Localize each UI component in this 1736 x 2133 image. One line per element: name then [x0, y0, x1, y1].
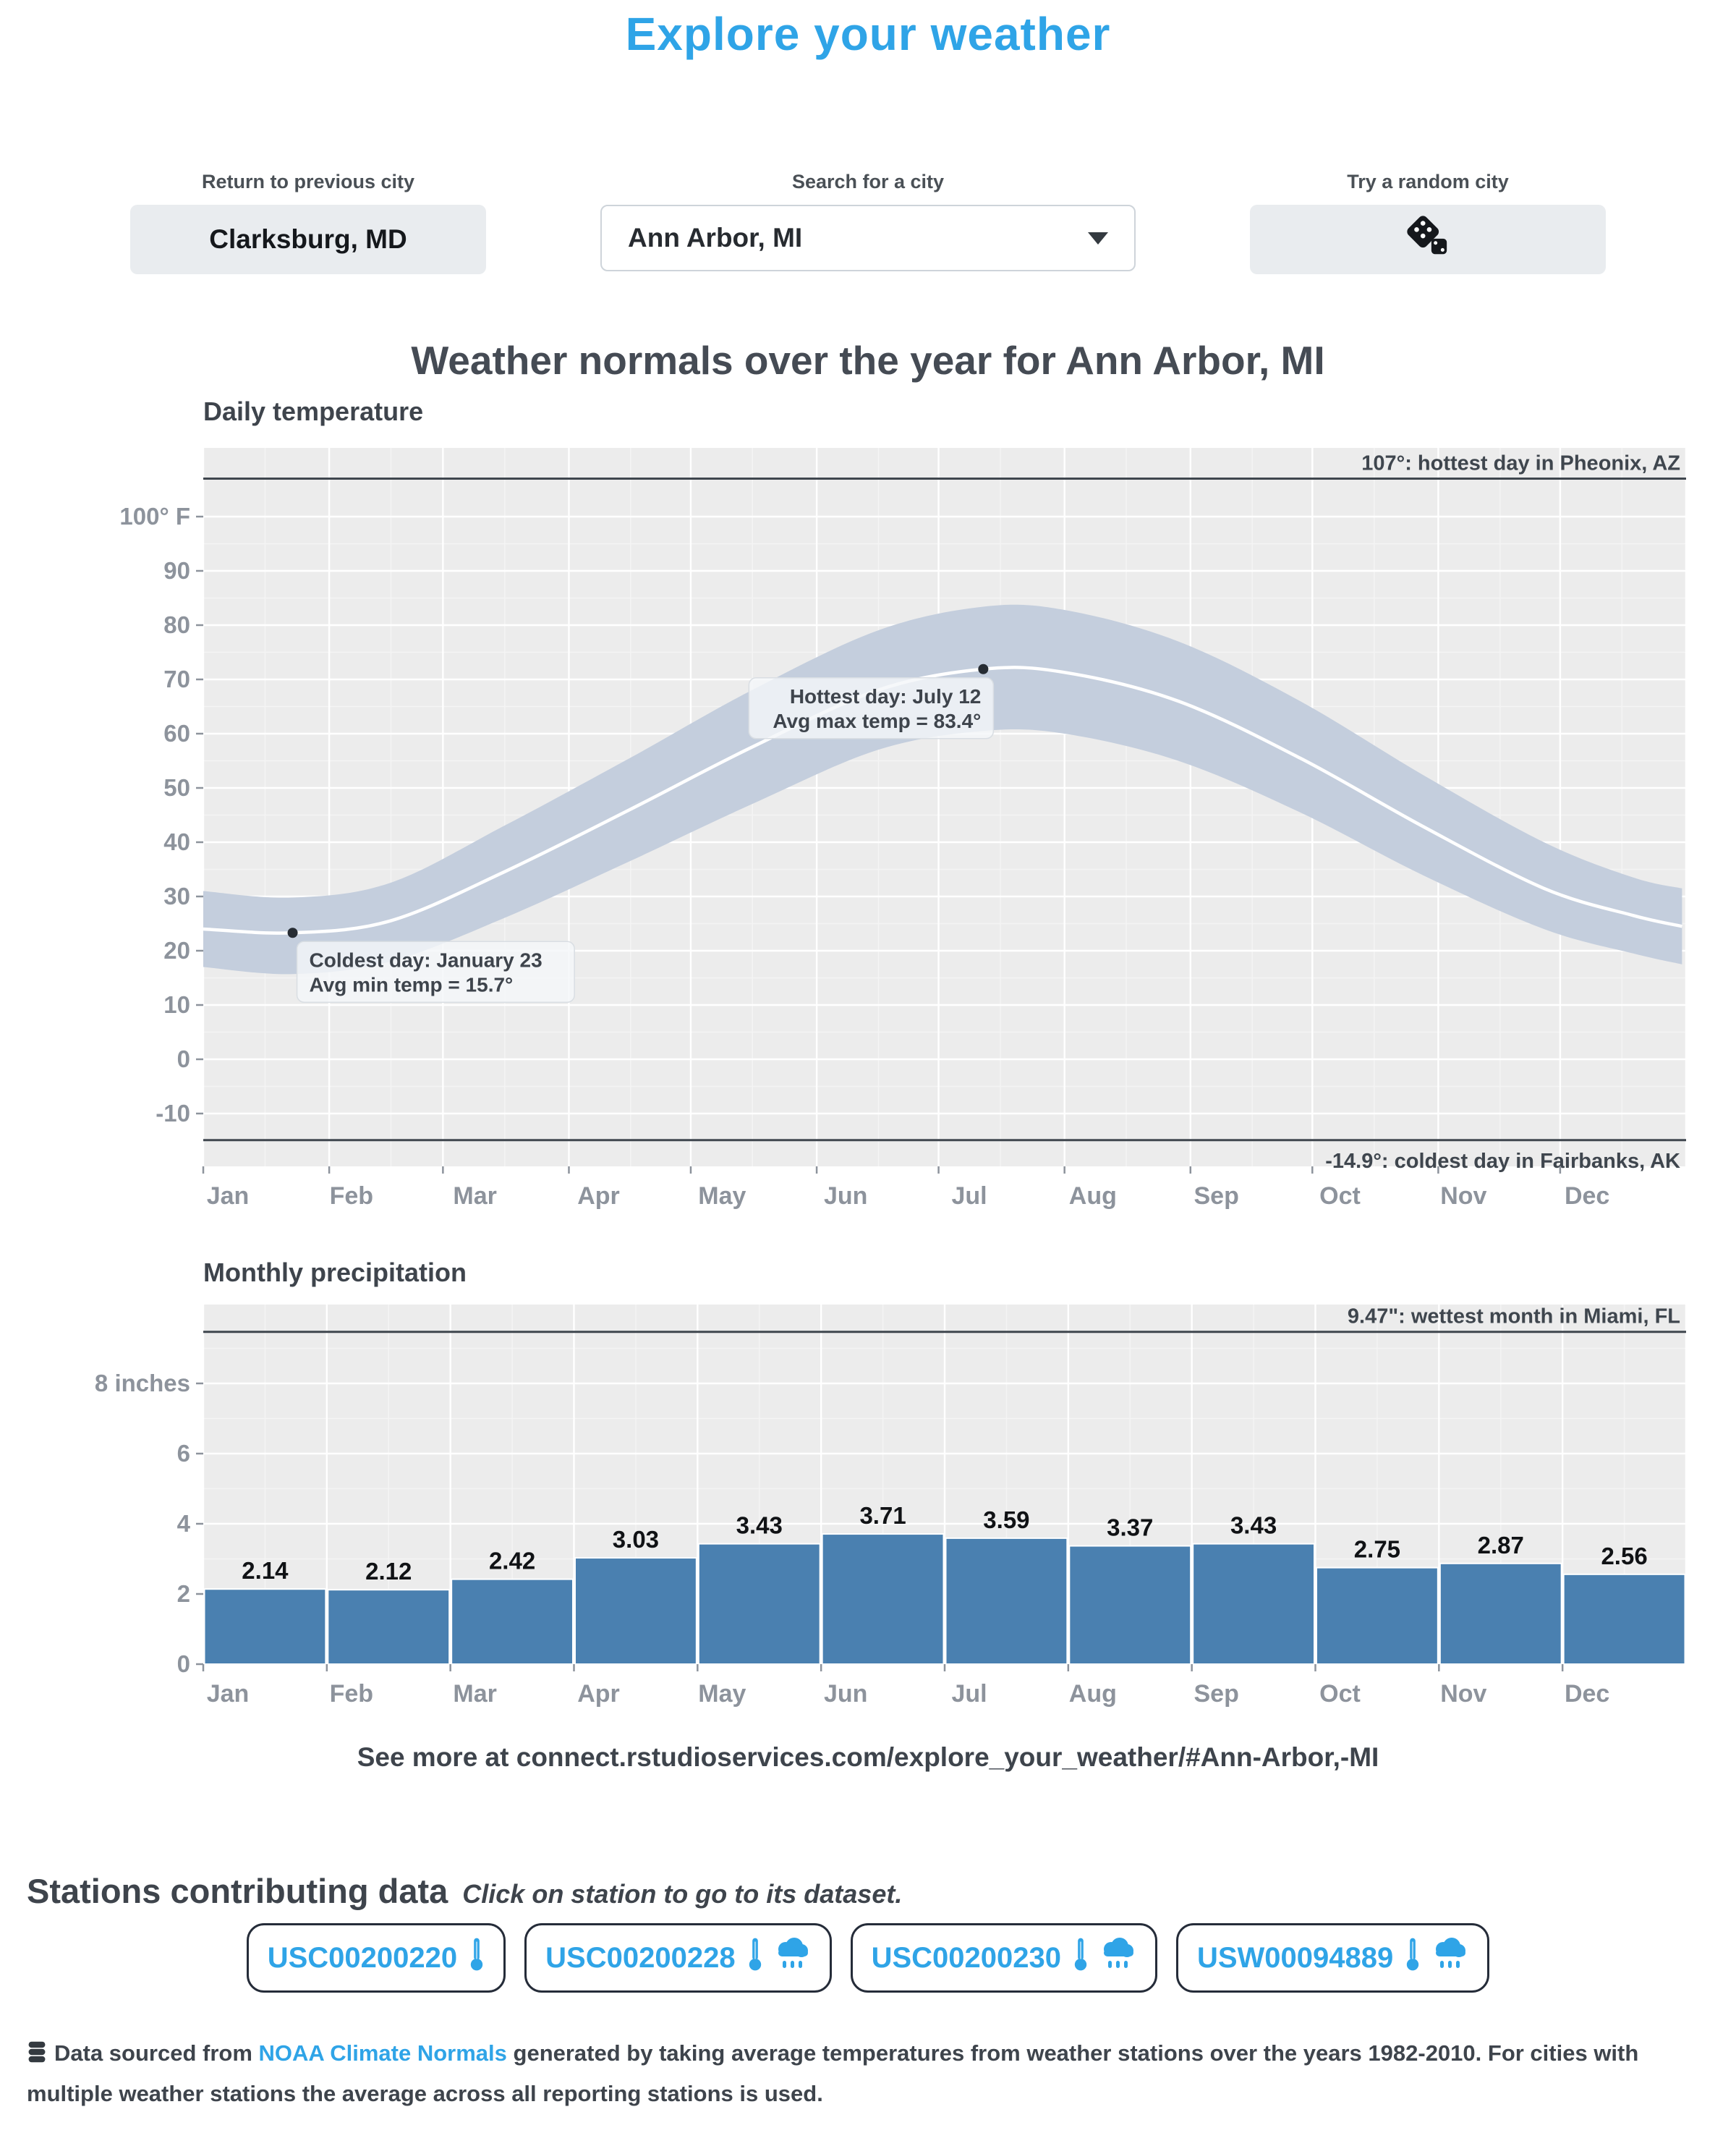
bar-value-label: 2.87 [1477, 1531, 1524, 1559]
y-axis-tick-label: 0 [176, 1046, 190, 1072]
x-axis-month-label: Jul [951, 1680, 987, 1708]
precipitation-bar [699, 1544, 820, 1664]
controls-row [130, 171, 1606, 274]
y-axis-tick-label: 8 inches [94, 1370, 190, 1396]
y-axis-tick-label: 20 [163, 937, 190, 964]
x-axis-month-label: Nov [1440, 1680, 1487, 1708]
precipitation-bar [328, 1590, 449, 1664]
x-axis-month-label: Jul [951, 1182, 987, 1210]
station-button-USW00094889[interactable] [1176, 1923, 1489, 1993]
precipitation-bar [575, 1558, 697, 1664]
bar-value-label: 2.12 [365, 1558, 412, 1585]
thermometer-icon [747, 1937, 763, 1979]
bar-value-label: 3.71 [859, 1502, 906, 1530]
y-axis-tick-label: 60 [163, 720, 190, 747]
station-button-USC00200228[interactable] [524, 1923, 831, 1993]
annotation-point [978, 664, 988, 674]
see-more-text: See more at connect.rstudioservices.com/explore_your_weather/#Ann-Arbor,-MI [357, 1742, 1379, 1772]
city-search-label: Search for a city [791, 171, 945, 192]
x-axis-month-label: Dec [1564, 1182, 1610, 1210]
precipitation-chart [72, 1295, 1736, 1715]
city-select[interactable] [600, 205, 1136, 271]
precipitation-bar [1440, 1564, 1562, 1664]
annotation-text: Hottest day: July 12 [789, 684, 982, 708]
x-axis-month-label: Jun [823, 1182, 868, 1210]
precipitation-bar [1193, 1544, 1314, 1664]
y-axis-tick-label: 30 [163, 883, 190, 909]
x-axis-month-label: May [698, 1182, 746, 1210]
x-axis-month-label: Feb [329, 1182, 374, 1210]
x-axis-month-label: Feb [329, 1680, 374, 1708]
bar-value-label: 2.42 [488, 1547, 536, 1574]
database-icon [27, 2037, 47, 2075]
y-axis-tick-label: 40 [163, 828, 190, 855]
thermometer-icon [469, 1937, 485, 1979]
bar-value-label: 2.14 [242, 1557, 289, 1585]
y-axis-tick-label: 100° F [119, 503, 190, 530]
bar-value-label: 3.59 [983, 1506, 1030, 1533]
bar-value-label: 3.43 [736, 1511, 783, 1539]
stations-heading: Stations contributing data [27, 1872, 448, 1910]
x-axis-month-label: Apr [577, 1182, 620, 1210]
reference-line-label: 9.47": wettest month in Miami, FL [1347, 1305, 1680, 1328]
annotation-text: Avg max temp = 83.4° [773, 709, 982, 732]
temperature-chart-title: Daily temperature [203, 397, 424, 426]
station-id: USC00200220 [267, 1941, 458, 1974]
y-axis-tick-label: 80 [163, 611, 190, 638]
precipitation-bar [1069, 1546, 1191, 1664]
x-axis-month-label: Aug [1068, 1182, 1117, 1210]
city-select-value: Ann Arbor, MI [628, 223, 803, 253]
reference-line-label: -14.9°: coldest day in Fairbanks, AK [1325, 1149, 1680, 1173]
y-axis-tick-label: -10 [156, 1100, 190, 1127]
random-city-control [1250, 171, 1606, 274]
precipitation-bar [451, 1579, 573, 1664]
rain-cloud-icon [775, 1938, 811, 1978]
footer-prefix: Data sourced from [54, 2040, 259, 2066]
station-button-USC00200230[interactable] [851, 1923, 1157, 1993]
dice-icon [1405, 214, 1450, 266]
annotation-point [288, 928, 298, 938]
bar-value-label: 3.37 [1107, 1514, 1154, 1541]
thermometer-icon [1073, 1937, 1089, 1979]
x-axis-month-label: Mar [453, 1680, 497, 1708]
x-axis-month-label: Oct [1319, 1680, 1361, 1708]
bar-value-label: 2.56 [1601, 1542, 1648, 1569]
x-axis-month-label: Oct [1319, 1182, 1361, 1210]
x-axis-month-label: Nov [1440, 1182, 1487, 1210]
chevron-down-icon [1088, 232, 1108, 245]
random-city-button[interactable] [1250, 205, 1606, 274]
temperature-chart [72, 434, 1736, 1230]
y-axis-tick-label: 4 [176, 1510, 190, 1537]
y-axis-tick-label: 6 [176, 1440, 190, 1467]
bar-value-label: 3.03 [612, 1526, 660, 1553]
previous-city-control [130, 171, 486, 274]
station-id: USC00200228 [545, 1941, 736, 1974]
x-axis-month-label: Mar [453, 1182, 497, 1210]
x-axis-month-label: Jan [206, 1182, 250, 1210]
previous-city-button[interactable]: Clarksburg, MD [130, 205, 486, 274]
y-axis-tick-label: 70 [163, 666, 190, 692]
previous-city-label: Return to previous city [201, 171, 415, 192]
y-axis-tick-label: 2 [176, 1580, 190, 1607]
station-id: USW00094889 [1196, 1941, 1394, 1974]
station-id: USC00200230 [871, 1941, 1061, 1974]
thermometer-icon [1405, 1937, 1421, 1979]
x-axis-month-label: May [698, 1680, 746, 1708]
y-axis-tick-label: 0 [176, 1650, 190, 1677]
bar-value-label: 2.75 [1353, 1535, 1401, 1563]
x-axis-month-label: Sep [1194, 1182, 1239, 1210]
precipitation-chart-title: Monthly precipitation [203, 1258, 467, 1287]
y-axis-tick-label: 90 [163, 557, 190, 584]
precipitation-bar [822, 1534, 944, 1664]
y-axis-tick-label: 50 [163, 774, 190, 801]
x-axis-month-label: Aug [1068, 1680, 1117, 1708]
x-axis-month-label: Jan [206, 1680, 250, 1708]
noaa-link[interactable]: NOAA Climate Normals [258, 2040, 507, 2066]
reference-line-label: 107°: hottest day in Pheonix, AZ [1361, 451, 1680, 475]
stations-subheading: Click on station to go to its dataset. [462, 1879, 903, 1909]
precipitation-bar [1316, 1568, 1438, 1664]
x-axis-month-label: Sep [1194, 1680, 1239, 1708]
annotation-text: Avg min temp = 15.7° [309, 973, 514, 996]
annotation-text: Coldest day: January 23 [309, 949, 542, 972]
precipitation-bar [946, 1538, 1068, 1664]
x-axis-month-label: Dec [1564, 1680, 1610, 1708]
stations-header [27, 1871, 902, 1911]
bar-value-label: 3.43 [1230, 1511, 1277, 1539]
station-button-USC00200220[interactable] [247, 1923, 506, 1993]
rain-cloud-icon [1432, 1938, 1468, 1978]
x-axis-month-label: Jun [823, 1680, 868, 1708]
footer-suffix: generated by taking average temperatures from weather stations over the years 1982-2010. For cities with multiple weather stations the average across all reporting stations is used. [27, 2040, 1639, 2107]
city-search-control [600, 171, 1136, 271]
precipitation-bar [205, 1589, 326, 1664]
stations-button-row [0, 1923, 1736, 1993]
page-title: Explore your weather [625, 8, 1111, 60]
random-city-label: Try a random city [1347, 171, 1509, 192]
x-axis-month-label: Apr [577, 1680, 620, 1708]
footer-note [27, 2035, 1716, 2113]
precipitation-bar [1564, 1574, 1685, 1664]
charts-heading: Weather normals over the year for Ann Arbor, MI [411, 338, 1325, 383]
y-axis-tick-label: 10 [163, 991, 190, 1018]
rain-cloud-icon [1100, 1938, 1136, 1978]
